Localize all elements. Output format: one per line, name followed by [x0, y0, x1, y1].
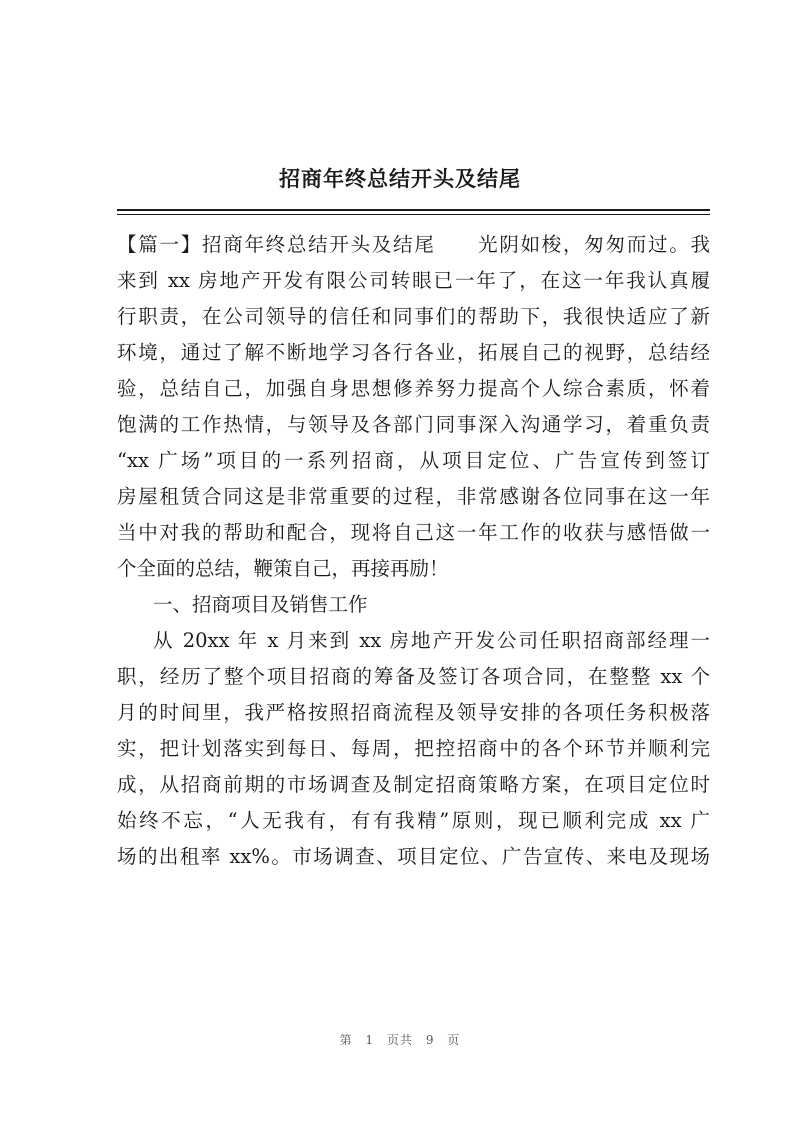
footer-suffix: 页 [447, 1033, 461, 1047]
body-line: 月的时间里，我严格按照招商流程及领导安排的各项任务积极落 [117, 701, 710, 724]
document-title: 招商年终总结开头及结尾 [279, 166, 521, 191]
body-line: “xx 广场”项目的一系列招商，从项目定位、广告宣传到签订 [117, 449, 710, 472]
title-rule-thin [117, 214, 710, 215]
body-line: 实，把计划落实到每日、每周，把控招商中的各个环节并顺利完 [117, 737, 710, 760]
body-line: 行职责，在公司领导的信任和同事们的帮助下，我很快适应了新 [117, 305, 710, 328]
body-line: 当中对我的帮助和配合，现将自己这一年工作的收获与感悟做一 [117, 521, 710, 544]
body-line: 成，从招商前期的市场调查及制定招商策略方案，在项目定位时 [117, 773, 710, 796]
section-heading: 一、招商项目及销售工作 [153, 593, 368, 616]
page-footer [0, 1031, 800, 1048]
body-line: 个全面的总结，鞭策自己，再接再励！ [117, 557, 449, 580]
body-line: 职，经历了整个项目招商的筹备及签订各项合同，在整整 xx 个 [117, 665, 710, 688]
footer-prefix: 第 [339, 1033, 353, 1047]
body-line: 从 20xx 年 x 月来到 xx 房地产开发公司任职招商部经理一 [153, 629, 710, 652]
body-line: 验，总结自己，加强自身思想修养努力提高个人综合素质，怀着 [117, 377, 710, 400]
body-line: 房屋租赁合同这是非常重要的过程，非常感谢各位同事在这一年 [117, 485, 710, 508]
footer-middle: 页共 [386, 1033, 413, 1047]
title-rule-thick [117, 209, 710, 211]
footer-page-number: 1 [365, 1033, 375, 1047]
body-line: 场的出租率 xx%。市场调查、项目定位、广告宣传、来电及现场 [117, 845, 710, 868]
body-line: 来到 xx 房地产开发有限公司转眼已一年了，在这一年我认真履 [117, 269, 710, 292]
body-line: 【篇一】招商年终总结开头及结尾 光阴如梭，匆匆而过。我 [117, 233, 710, 256]
body-line: 始终不忘，“人无我有，有有我精”原则，现已顺利完成 xx 广 [117, 809, 710, 832]
body-line: 环境，通过了解不断地学习各行各业，拓展自己的视野，总结经 [117, 341, 710, 364]
footer-total-pages: 9 [425, 1033, 435, 1047]
body-line: 饱满的工作热情，与领导及各部门同事深入沟通学习，着重负责 [117, 413, 710, 436]
